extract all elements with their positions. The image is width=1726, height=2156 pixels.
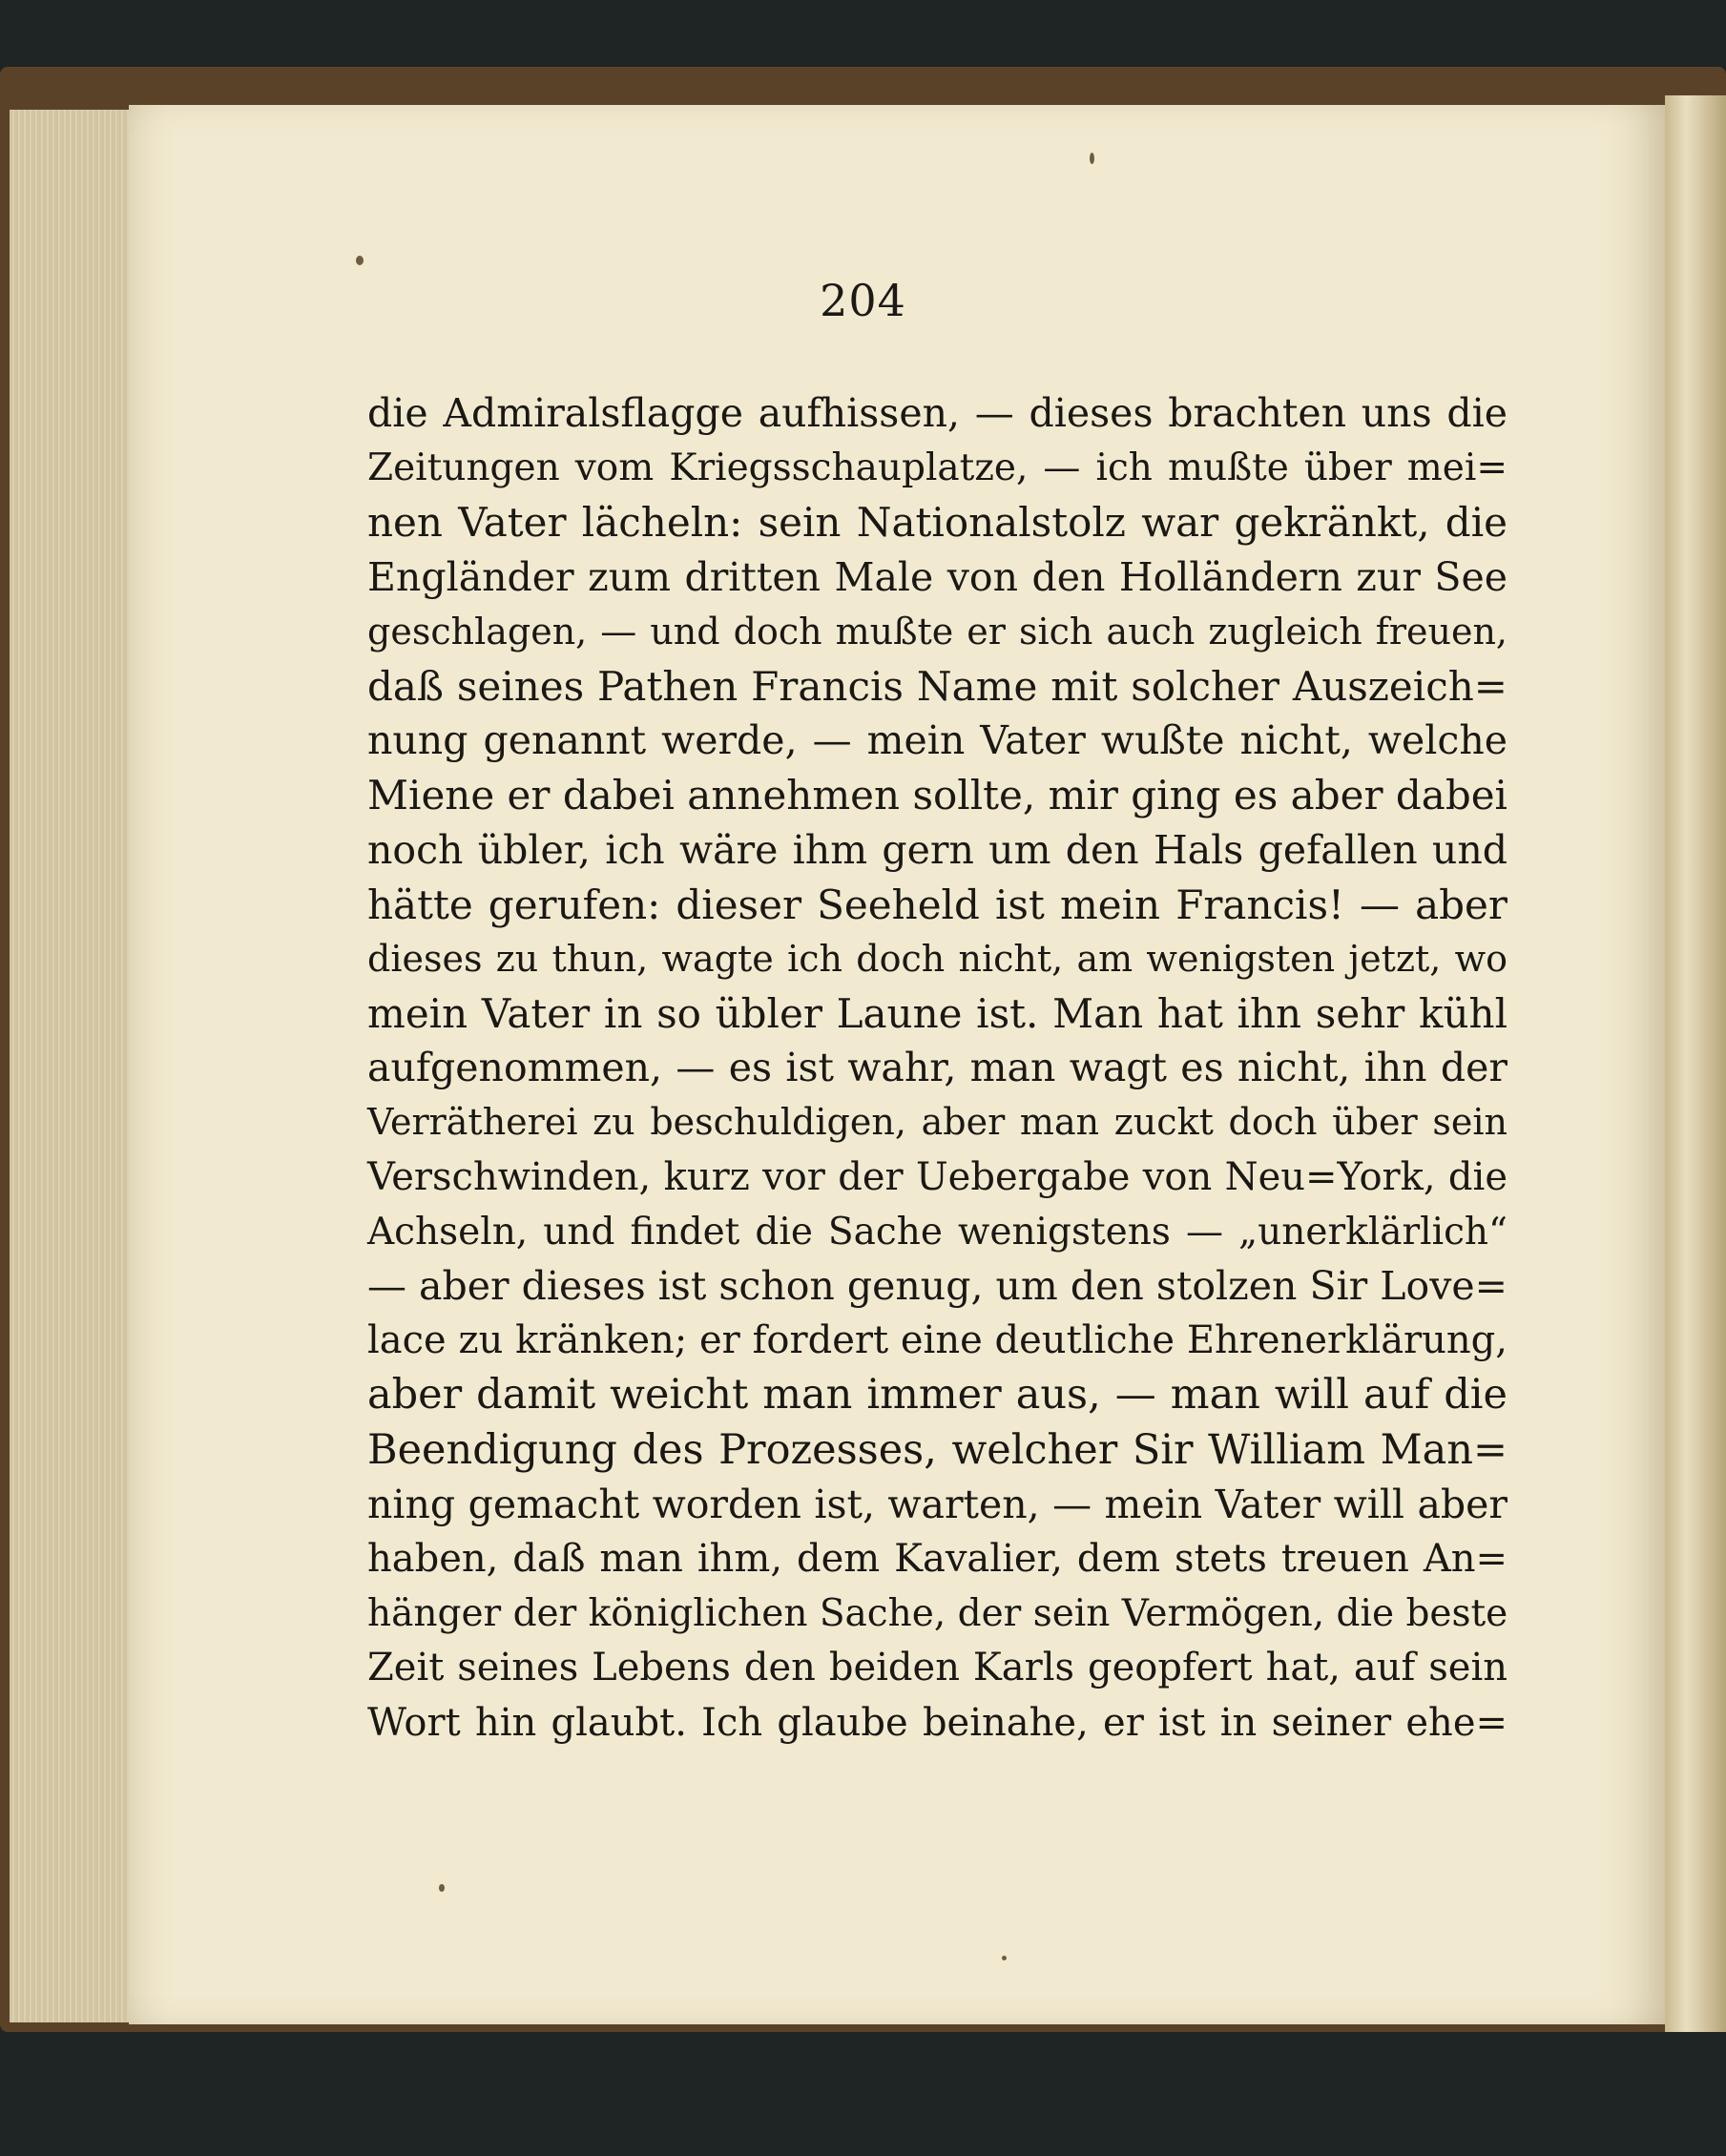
text-line: ning gemacht worden ist, warten, — mein Vater will aber [367, 1481, 1508, 1527]
text-line: geschlagen, — und doch mußte er sich auch zugleich freuen, [367, 610, 1508, 653]
text-line: hänger der königlichen Sache, der sein Vermögen, die beste [367, 1592, 1508, 1636]
text-line: mein Vater in so übler Laune ist. Man hat ihn sehr kühl [367, 990, 1508, 1038]
text-line: Verrätherei zu beschuldigen, aber man zuckt doch über sein [367, 1101, 1508, 1144]
text-line: Zeitungen vom Kriegsschauplatze, — ich mußte über mei= [367, 446, 1508, 490]
paper-speck [356, 256, 364, 265]
text-line: nen Vater lächeln: sein Nationalstolz war gekränkt, die [367, 499, 1508, 547]
body-text [367, 386, 1508, 1751]
text-line: hätte gerufen: dieser Seeheld ist mein Francis! — aber [367, 881, 1508, 928]
page-number: 204 [820, 275, 906, 326]
text-line: Engländer zum dritten Male von den Holländern zur See [367, 553, 1508, 600]
text-line: Beendigung des Prozesses, welcher Sir William Man= [367, 1425, 1508, 1474]
text-line: Zeit seines Lebens den beiden Karls geopfert hat, auf sein [367, 1646, 1508, 1690]
text-line: aber damit weicht man immer aus, — man will auf die [367, 1371, 1508, 1420]
text-line: Wort hin glaubt. Ich glaube beinahe, er ist in seiner ehe= [367, 1700, 1508, 1745]
text-line: dieses zu thun, wagte ich doch nicht, am wenigsten jetzt, wo [367, 937, 1508, 980]
text-line: haben, daß man ihm, dem Kavalier, dem stets treuen An= [367, 1536, 1508, 1581]
paper-speck [1090, 153, 1094, 164]
text-line: daß seines Pathen Francis Name mit solcher Auszeich= [367, 662, 1508, 710]
text-line: nung genannt werde, — mein Vater wußte nicht, welche [367, 717, 1508, 764]
book-gutter [1665, 95, 1726, 2032]
page-edges [10, 110, 135, 2022]
text-line: aufgenommen, — es ist wahr, man wagt es nicht, ihn der [367, 1045, 1508, 1091]
text-line: lace zu kränken; er fordert eine deutliche Ehrenerklärung, [367, 1318, 1508, 1363]
text-line: Miene er dabei annehmen sollte, mir ging es aber dabei [367, 772, 1508, 819]
text-line: die Admiralsflagge aufhissen, — dieses brachten uns die [367, 390, 1508, 436]
text-line: Verschwinden, kurz vor der Uebergabe von Neu=York, die [367, 1154, 1508, 1199]
paper-speck [439, 1884, 445, 1892]
paper-speck [1002, 1956, 1007, 1960]
text-line: noch übler, ich wäre ihm gern um den Hals gefallen und [367, 826, 1508, 873]
text-line: — aber dieses ist schon genug, um den stolzen Sir Love= [367, 1263, 1508, 1309]
text-line: Achseln, und findet die Sache wenigstens — „unerklärlich“ [367, 1210, 1508, 1254]
